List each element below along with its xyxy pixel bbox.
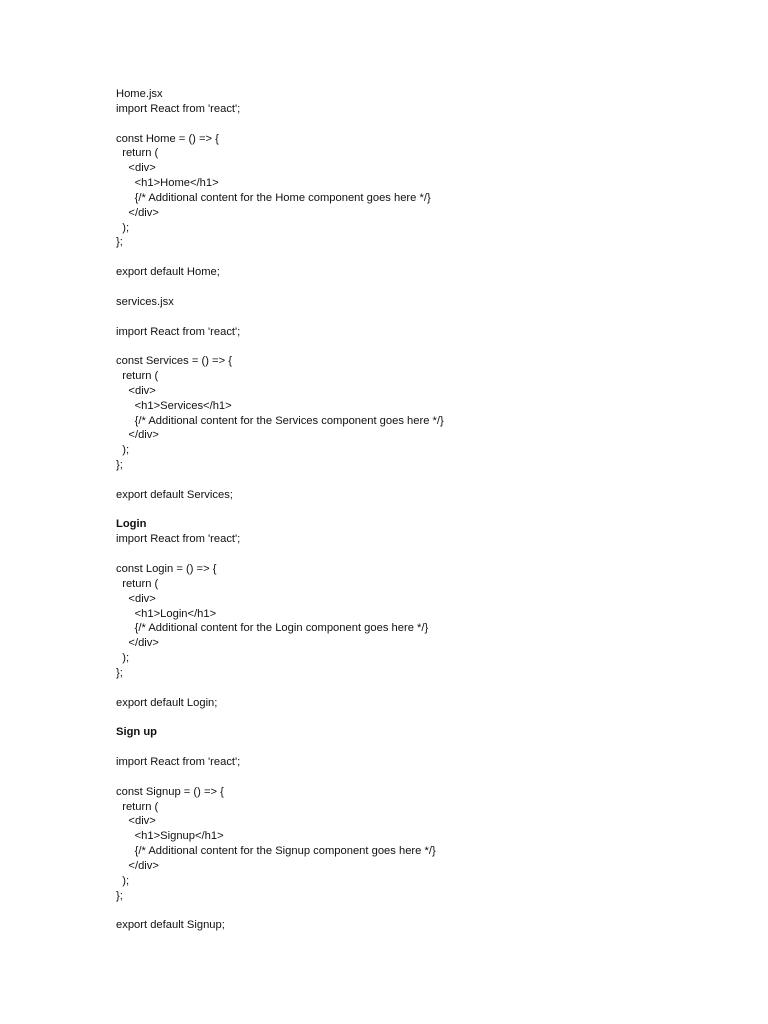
blank-line [116, 117, 736, 132]
text-line: ); [116, 221, 130, 234]
text-line: return ( [116, 577, 159, 590]
text-line: const Signup = () => { [116, 785, 224, 798]
text-line: <h1>Services</h1> [116, 399, 232, 412]
document-page [116, 87, 736, 933]
text-line: import React from 'react'; [116, 325, 241, 338]
text-line: {/* Additional content for the Login component goes here */} [116, 622, 429, 635]
text-line: </div> [116, 206, 159, 219]
text-line: <h1>Login</h1> [116, 607, 217, 620]
section-heading: Login [116, 518, 147, 531]
text-line: const Services = () => { [116, 355, 232, 368]
text-line: <div> [116, 815, 156, 828]
text-line: {/* Additional content for the Home component goes here */} [116, 191, 431, 204]
text-line: <div> [116, 384, 156, 397]
text-line: </div> [116, 859, 159, 872]
text-line: ); [116, 444, 130, 457]
text-line: <div> [116, 592, 156, 605]
blank-line [116, 710, 736, 725]
text-line: services.jsx [116, 295, 174, 308]
blank-line [116, 250, 736, 265]
text-line: return ( [116, 800, 159, 813]
text-line: <div> [116, 162, 156, 175]
text-line: const Login = () => { [116, 563, 217, 575]
blank-line [116, 903, 736, 918]
section-heading: Sign up [116, 726, 158, 739]
text-line: import React from 'react'; [116, 102, 241, 115]
text-line: <h1>Home</h1> [116, 177, 219, 190]
text-line: </div> [116, 637, 159, 650]
text-line: ); [116, 652, 130, 665]
text-line: export default Home; [116, 266, 220, 279]
text-line: }; [116, 236, 123, 249]
text-line: import React from 'react'; [116, 533, 241, 546]
text-line: import React from 'react'; [116, 755, 241, 768]
blank-line [116, 339, 736, 354]
blank-line [116, 503, 736, 518]
text-line: export default Login; [116, 696, 218, 709]
blank-line [116, 473, 736, 488]
blank-line [116, 770, 736, 785]
text-line: export default Signup; [116, 919, 225, 932]
blank-line [116, 681, 736, 696]
blank-line [116, 280, 736, 295]
text-line: Home.jsx [116, 88, 163, 100]
blank-line [116, 547, 736, 562]
blank-line [116, 310, 736, 325]
text-line: }; [116, 459, 123, 472]
text-line: }; [116, 889, 123, 902]
text-line: <h1>Signup</h1> [116, 830, 224, 843]
text-line: {/* Additional content for the Signup component goes here */} [116, 845, 436, 858]
text-line: const Home = () => { [116, 132, 219, 145]
blank-line [116, 740, 736, 755]
text-line: export default Services; [116, 488, 233, 501]
text-line: {/* Additional content for the Services component goes here */} [116, 414, 444, 427]
text-line: </div> [116, 429, 159, 442]
text-line: return ( [116, 370, 159, 383]
text-line: ); [116, 874, 130, 887]
text-line: return ( [116, 147, 159, 160]
text-line: }; [116, 666, 123, 679]
